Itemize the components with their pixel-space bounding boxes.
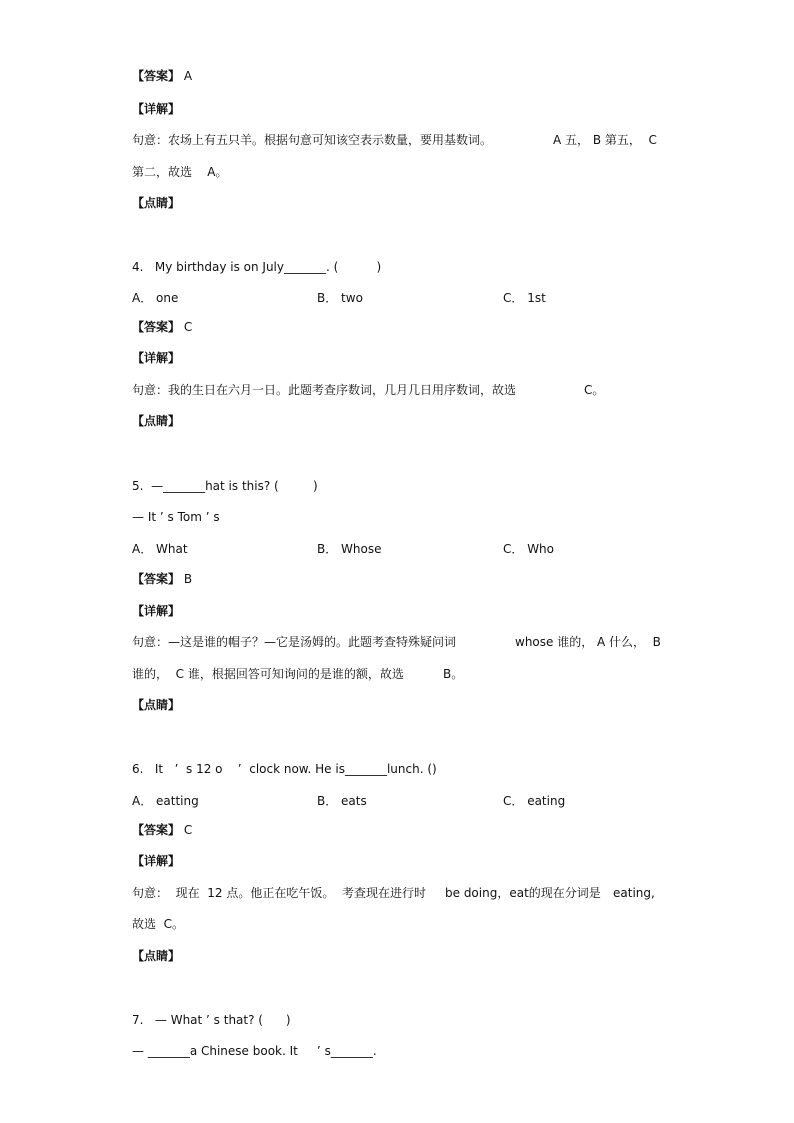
q3-explanation-line1-tail: A 五， B 第五， C (553, 133, 657, 147)
answer-label: 【答案】 (132, 69, 181, 83)
answer-label: 【答案】 (132, 823, 181, 837)
q6-answer (132, 822, 192, 838)
q5-option-b: B． Whose (317, 542, 382, 556)
q3-explanation-line1: 句意：农场上有五只羊。根据句意可知该空表示数量，要用基数词。 (132, 133, 493, 147)
q4-explanation-line1: 句意：我的生日在六月一日。此题考查序数词，几月几日用序数词，故选 (132, 383, 517, 397)
q5-option-a: A． What (132, 542, 188, 556)
q4-option-b: B． two (317, 291, 363, 305)
q6-question: 6. It ’ s 12 o ’ clock now. He is_______lunch. () (132, 762, 437, 776)
q5-answer (132, 571, 192, 587)
q3-explanation-line2: 第二，故选 A。 (132, 165, 228, 179)
q6-explanation-line1-mid: be doing，eat的现在分词是 (445, 886, 601, 900)
q3-tip-label: 【点睛】 (132, 196, 181, 210)
answer-value: C (183, 320, 193, 334)
q7-reply: — _______a Chinese book. It ’ s_______. (132, 1044, 377, 1058)
q6-explanation-line1-tail: eating, (613, 886, 655, 900)
q6-explanation-line2: 故选 C。 (132, 917, 185, 931)
q6-option-a: A． eatting (132, 794, 199, 808)
q5-explanation-line2: 谁的， C 谁，根据回答可知询问的是谁的额，故选 (132, 667, 404, 681)
answer-value: B (183, 572, 193, 586)
q4-tip-label: 【点睛】 (132, 414, 181, 428)
q4-option-a: A． one (132, 291, 179, 305)
q4-question: 4. My birthday is on July_______. ( ) (132, 260, 382, 274)
q6-option-c: C． eating (503, 794, 566, 808)
q5-explanation-line2-tail: B。 (443, 667, 464, 681)
answer-label: 【答案】 (132, 572, 181, 586)
q5-option-c: C． Who (503, 542, 555, 556)
q6-tip-label: 【点睛】 (132, 949, 181, 963)
q5-explanation-line1-tail: whose 谁的， A 什么， B (515, 635, 661, 649)
q4-detail-label: 【详解】 (132, 351, 181, 365)
q4-option-c: C． 1st (503, 291, 546, 305)
q5-detail-label: 【详解】 (132, 604, 181, 618)
q7-question: 7. — What ’ s that? ( ) (132, 1013, 291, 1027)
q4-answer (132, 319, 192, 335)
q3-detail-label: 【详解】 (132, 102, 181, 116)
q5-reply: — It ’ s Tom ’ s (132, 510, 220, 524)
q5-question: 5. —_______hat is this? ( ) (132, 479, 318, 493)
q6-explanation-line1: 句意： 现在 12 点。他正在吃午饭。 考查现在进行时 (132, 886, 426, 900)
answer-value: A (183, 69, 193, 83)
q4-explanation-line1-tail: C。 (584, 383, 605, 397)
answer-label: 【答案】 (132, 320, 181, 334)
q5-explanation-line1: 句意：—这是谁的帽子？—它是汤姆的。此题考查特殊疑问词 (132, 635, 457, 649)
q6-detail-label: 【详解】 (132, 854, 181, 868)
q3-answer (132, 68, 192, 84)
answer-value: C (183, 823, 193, 837)
q5-tip-label: 【点睛】 (132, 698, 181, 712)
q6-option-b: B． eats (317, 794, 367, 808)
